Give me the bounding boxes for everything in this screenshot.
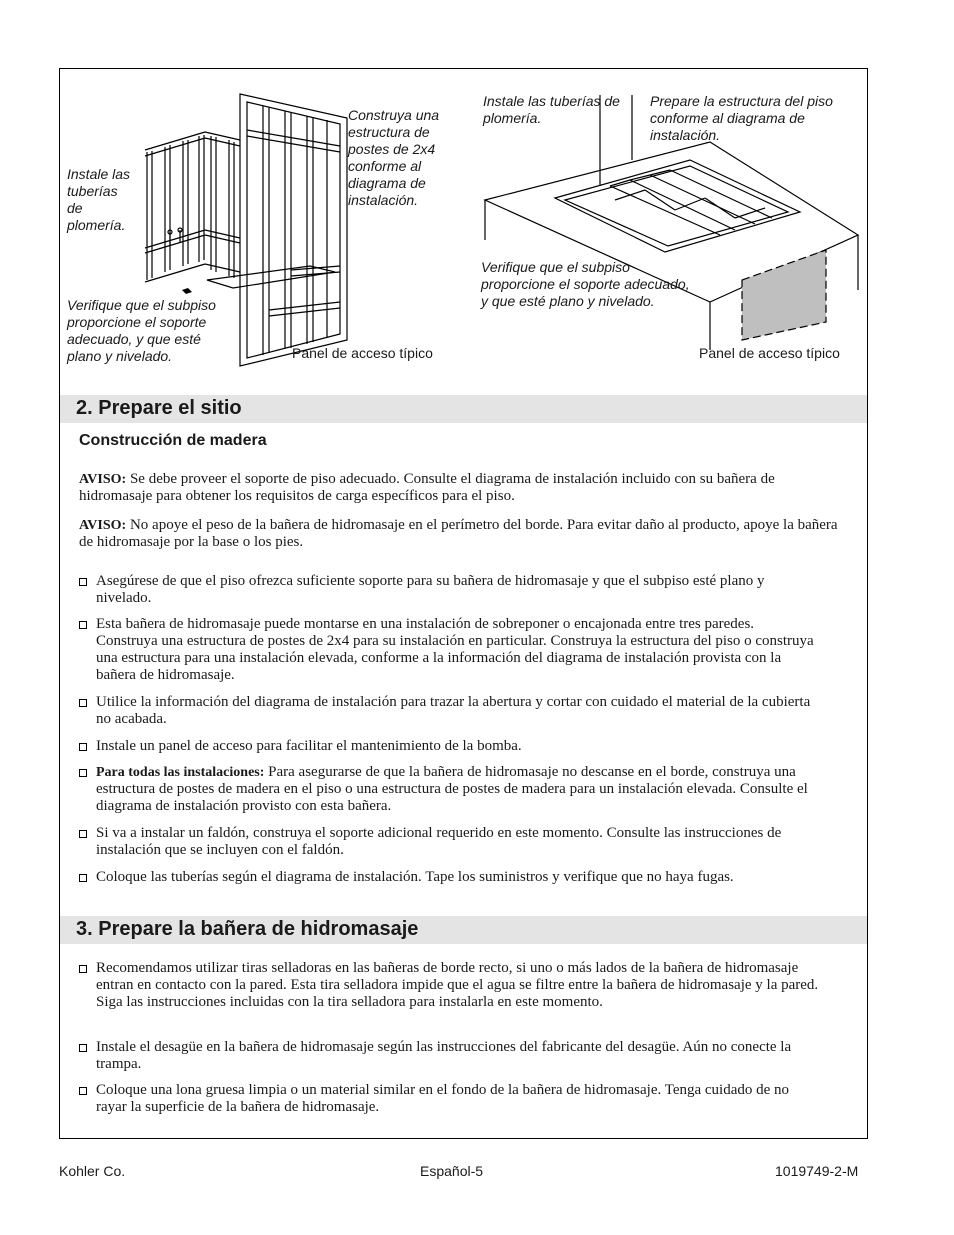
access-panel-caption-right: Panel de acceso típico [699,345,840,361]
list-item: Utilice la información del diagrama de instalación para trazar la abertura y cortar con cuidado el material de la cubierta no acabada. [79,694,819,728]
list-item: Coloque las tuberías según el diagrama de instalación. Tape los suministros y verifique que no haya fugas. [79,869,819,886]
notice-1-text: Se debe proveer el soporte de piso adecuado. Consulte el diagrama de instalación incluido con su bañera de hidromasaje para obtener los requisitos de carga específicos para el piso. [79,471,775,504]
section-2-subtitle: Construcción de madera [79,432,267,449]
notice-1-label: AVISO: [79,472,127,487]
bullet-5-label: Para todas las instalaciones: [96,765,265,780]
plumbing-caption-left: Instale las tuberías de plomería. [67,166,131,233]
footer-document-code: 1019749-2-M [775,1163,859,1179]
list-item: Esta bañera de hidromasaje puede montarse en una instalación de sobreponer o encajonada entre tres paredes. Construya una estructura de postes de 2x4 para su instalación en particular. Construya la estructura del piso o construya una estructura para una instalación elevada, conforme a la información del diagrama de instalación provista con la bañera de hidromasaje. [79,616,819,684]
subfloor-caption-left: Verifique que el subpiso proporcione el soporte adecuado, y que esté plano y nivelado. [67,297,216,364]
bullet-5-text: Para asegurarse de que la bañera de hidromasaje no descanse en el borde, construya una estructura de postes de madera en el piso o una estructura de postes de madera para un instalación elevada. Consulte el diagrama de instalación provisto con esta bañera. [96,764,808,814]
list-item: Instale el desagüe en la bañera de hidromasaje según las instrucciones del fabricante del desagüe. Aún no conecte la trampa. [79,1039,819,1073]
list-item: Si va a instalar un faldón, construya el soporte adicional requerido en este momento. Consulte las instrucciones de instalación que se incluyen con el faldón. [79,825,819,859]
list-item: Recomendamos utilizar tiras selladoras en las bañeras de borde recto, si uno o más lados de la bañera de hidromasaje entran en contacto con la pared. Esta tira selladora impide que el agua se filtre entre la bañera de hidromasaje y la pared. Siga las instrucciones incluidas con la tira selladora para instalarla en este momento. [79,960,819,1011]
notice-1 [79,471,839,505]
list-item [79,764,819,815]
floor-frame-caption: Prepare la estructura del piso conforme al diagrama de instalación. [650,93,833,143]
notice-2-text: No apoye el peso de la bañera de hidromasaje en el perímetro del borde. Para evitar daño al producto, apoye la bañera de hidromasaje por la base o los pies. [79,517,838,550]
access-panel-caption-left: Panel de acceso típico [292,345,433,361]
plumbing-caption-right: Instale las tuberías de plomería. [483,93,620,126]
list-item: Instale un panel de acceso para facilitar el mantenimiento de la bomba. [79,738,819,755]
section-3-header [60,916,867,944]
section-2-header [60,395,867,423]
list-item: Coloque una lona gruesa limpia o un material similar en el fondo de la bañera de hidromasaje. Tenga cuidado de no rayar la superficie de la bañera de hidromasaje. [79,1082,819,1116]
section-3-title: 3. Prepare la bañera de hidromasaje [76,918,419,940]
list-item: Asegúrese de que el piso ofrezca suficiente soporte para su bañera de hidromasaje y que el subpiso esté plano y nivelado. [79,573,819,607]
notice-2 [79,517,839,551]
framing-caption: Construya una estructura de postes de 2x4 conforme al diagrama de instalación. [348,107,440,208]
section-2-title: 2. Prepare el sitio [76,397,242,419]
notice-2-label: AVISO: [79,518,127,533]
subfloor-caption-right: Verifique que el subpiso proporcione el soporte adecuado, y que esté plano y nivelado. [481,259,690,309]
footer-company: Kohler Co. [59,1163,126,1179]
footer-page-number: Español-5 [420,1163,484,1179]
